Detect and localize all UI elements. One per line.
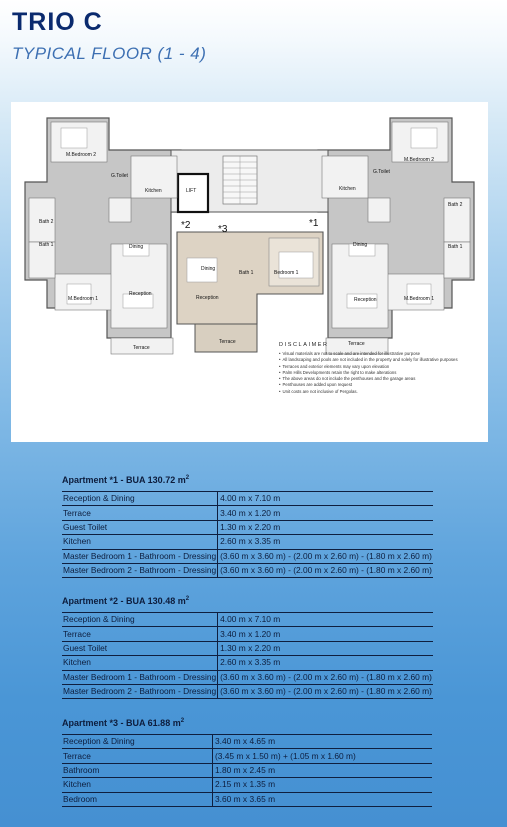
- table-row: Reception & Dining 4.00 m x 7.10 m: [62, 492, 433, 506]
- label-bath-2-right: Bath 2: [448, 202, 463, 208]
- label-reception-right: Reception: [354, 297, 377, 303]
- table-row: Guest Toilet 1.30 m x 2.20 m: [62, 641, 433, 655]
- label-m-bedroom-1-right: M.Bedroom 1: [404, 296, 435, 302]
- apartment-1-specs: [62, 471, 432, 578]
- label-g-toilet-right: G.Toilet: [373, 169, 390, 175]
- table-row: Reception & Dining 4.00 m x 7.10 m: [62, 613, 433, 627]
- table-row: Kitchen 2.15 m x 1.35 m: [62, 778, 432, 792]
- label-m-bedroom-2-left: M.Bedroom 2: [66, 152, 97, 158]
- label-bedroom-1-apt3: Bedroom 1: [274, 270, 299, 276]
- label-bath-1-apt3: Bath 1: [239, 270, 254, 276]
- label-dining-right: Dining: [353, 242, 368, 248]
- table-row: Bathroom 1.80 m x 2.45 m: [62, 763, 432, 777]
- label-m-bedroom-1-left: M.Bedroom 1: [68, 296, 99, 302]
- table-row: Terrace 3.40 m x 1.20 m: [62, 506, 433, 520]
- apartment-3-table: [62, 734, 432, 807]
- apartment-2-table: [62, 612, 433, 699]
- disclaimer-item: • Terraces and exterior elements may vary upon elevation: [279, 364, 484, 370]
- label-kitchen-right: Kitchen: [339, 186, 356, 192]
- table-row: Bedroom 3.60 m x 3.65 m: [62, 792, 432, 806]
- disclaimer-item: • Unit costs are not inclusive of Pergolas.: [279, 389, 484, 395]
- disclaimer-item: • All landscaping and pools are not included in the property and solely for illustrative purposes: [279, 357, 484, 363]
- marker-apartment-3: *3: [218, 224, 228, 235]
- label-bath-1-left: Bath 1: [39, 242, 54, 248]
- apartment-3-terrace: [195, 324, 257, 352]
- disclaimer-title: DISCLAIMER: [279, 342, 329, 348]
- label-dining-apt3: Dining: [201, 266, 216, 272]
- table-row: Guest Toilet 1.30 m x 2.20 m: [62, 520, 433, 534]
- apartment-2-specs: [62, 592, 432, 699]
- apartment-2-title: Apartment *2 - BUA 130.48 $m^2$: [62, 596, 190, 606]
- label-lift: LIFT: [186, 188, 197, 194]
- label-g-toilet-left: G.Toilet: [111, 173, 128, 179]
- label-kitchen-left: Kitchen: [145, 188, 162, 194]
- marker-apartment-1: *1: [309, 218, 319, 229]
- label-reception-apt3: Reception: [196, 295, 219, 301]
- table-row: Kitchen 2.60 m x 3.35 m: [62, 535, 433, 549]
- disclaimer-block: [279, 342, 484, 395]
- floor-plan: [11, 102, 488, 442]
- table-row: Master Bedroom 2 - Bathroom - Dressing (3.60 m x 3.60 m) - (2.00 m x 2.60 m) - (1.80 m x 2.60 m): [62, 684, 433, 698]
- apartment-3-title: Apartment *3 - BUA 61.88 $m^2$: [62, 718, 185, 728]
- table-row: Kitchen 2.60 m x 3.35 m: [62, 656, 433, 670]
- apartment-3-specs: [62, 714, 432, 807]
- marker-apartment-2: *2: [181, 220, 191, 231]
- label-dining-left: Dining: [129, 244, 144, 250]
- label-reception-left: Reception: [129, 291, 152, 297]
- page-subtitle: TYPICAL FLOOR (1 - 4): [12, 44, 207, 63]
- table-row: Reception & Dining 3.40 m x 4.65 m: [62, 735, 432, 749]
- table-row: Master Bedroom 2 - Bathroom - Dressing (3.60 m x 3.60 m) - (2.00 m x 2.60 m) - (1.80 m x 2.60 m): [62, 563, 433, 577]
- disclaimer-item: • The above areas do not include the penthouses and the garage areas: [279, 376, 484, 382]
- table-row: Terrace 3.40 m x 1.20 m: [62, 627, 433, 641]
- table-row: Master Bedroom 1 - Bathroom - Dressing (3.60 m x 3.60 m) - (2.00 m x 2.60 m) - (1.80 m x 2.60 m): [62, 670, 433, 684]
- label-terrace-apt3: Terrace: [219, 339, 236, 345]
- label-terrace-right: Terrace: [348, 341, 365, 347]
- table-row: Terrace (3.45 m x 1.50 m) + (1.05 m x 1.60 m): [62, 749, 432, 763]
- apartment-1-table: [62, 491, 433, 578]
- table-row: Master Bedroom 1 - Bathroom - Dressing (3.60 m x 3.60 m) - (2.00 m x 2.60 m) - (1.80 m x 2.60 m): [62, 549, 433, 563]
- label-bath-2-left: Bath 2: [39, 219, 54, 225]
- disclaimer-item: • Visual materials are not to scale and are intended for illustrative purpose: [279, 351, 484, 357]
- disclaimer-item: • Penthouses are added upon request: [279, 382, 484, 388]
- page-title: TRIO C: [12, 8, 103, 36]
- apartment-1-title: Apartment *1 - BUA 130.72 $m^2$: [62, 475, 190, 485]
- label-terrace-left: Terrace: [133, 345, 150, 351]
- label-m-bedroom-2-right: M.Bedroom 2: [404, 157, 435, 163]
- disclaimer-item: • Palm Hills Developments retain the right to make alterations: [279, 370, 484, 376]
- label-bath-1-right: Bath 1: [448, 244, 463, 250]
